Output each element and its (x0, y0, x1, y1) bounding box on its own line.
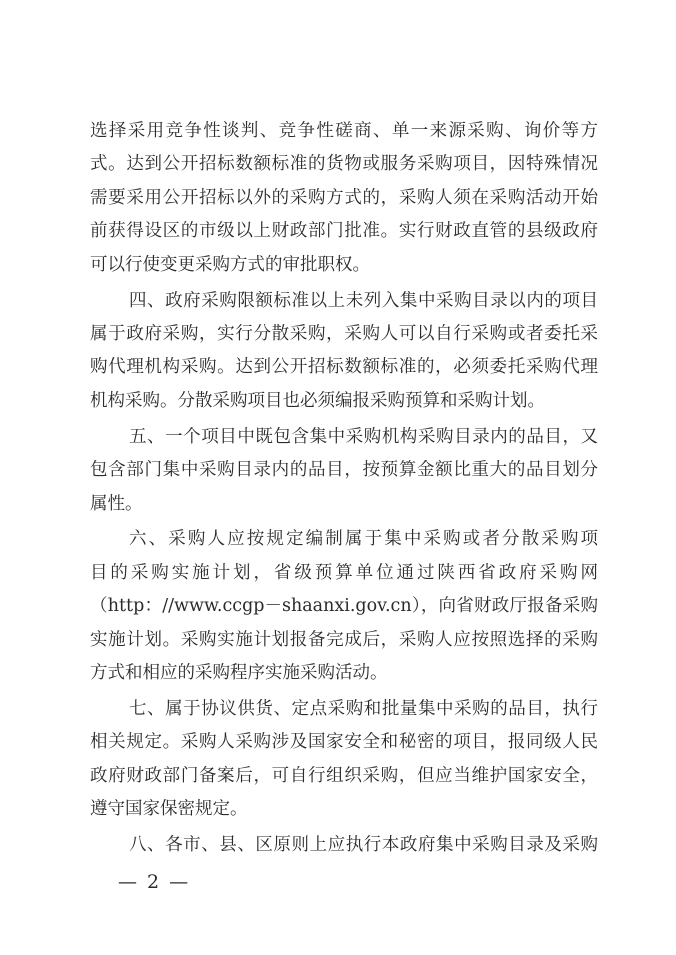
text-line: 选择采用竞争性谈判、竞争性磋商、单一来源采购、询价等方 (90, 121, 598, 141)
paragraph-start-line: 四、政府采购限额标准以上未列入集中采购目录以内的项目 (129, 291, 598, 311)
text-line: 购代理机构采购。达到公开招标数额标准的，必须委托采购代理 (90, 357, 598, 377)
text-line: 实施计划。采购实施计划报备完成后，采购人应按照选择的采购 (90, 630, 598, 650)
paragraph-start-line: 八、各市、县、区原则上应执行本政府集中采购目录及采购 (129, 835, 598, 855)
text-line: 需要采用公开招标以外的采购方式的，采购人须在采购活动开始 (90, 188, 598, 208)
text-line: 属于政府采购，实行分散采购，采购人可以自行采购或者委托采 (90, 324, 598, 344)
text-line: 方式和相应的采购程序实施采购活动。 (90, 663, 388, 683)
paragraph-start-line: 七、属于协议供货、定点采购和批量集中采购的品目，执行 (129, 699, 598, 719)
text-line: 政府财政部门备案后，可自行组织采购，但应当维护国家安全， (90, 766, 598, 786)
text-line: 目的采购实施计划，省级预算单位通过陕西省政府采购网 (90, 563, 598, 583)
text-line: （http：//www.ccgp－shaanxi.gov.cn），向省财政厅报备采购 (90, 596, 598, 616)
page-number: — 2 — (118, 871, 191, 893)
text-line: 式。达到公开招标数额标准的货物或服务采购项目，因特殊情况 (90, 154, 598, 174)
text-line: 遵守国家保密规定。 (90, 799, 248, 819)
text-line: 机构采购。分散采购项目也必须编报采购预算和采购计划。 (90, 391, 545, 411)
text-line: 属性。 (90, 494, 143, 514)
text-line: 可以行使变更采购方式的审批职权。 (90, 255, 370, 275)
text-line: 前获得设区的市级以上财政部门批准。实行财政直管的县级政府 (90, 221, 598, 241)
paragraph-start-line: 五、一个项目中既包含集中采购机构采购目录内的品目，又 (129, 427, 598, 447)
paragraph-start-line: 六、采购人应按规定编制属于集中采购或者分散采购项 (129, 529, 598, 549)
text-line: 相关规定。采购人采购涉及国家安全和秘密的项目，报同级人民 (90, 732, 598, 752)
text-line: 包含部门集中采购目录内的品目，按预算金额比重大的品目划分 (90, 460, 598, 480)
